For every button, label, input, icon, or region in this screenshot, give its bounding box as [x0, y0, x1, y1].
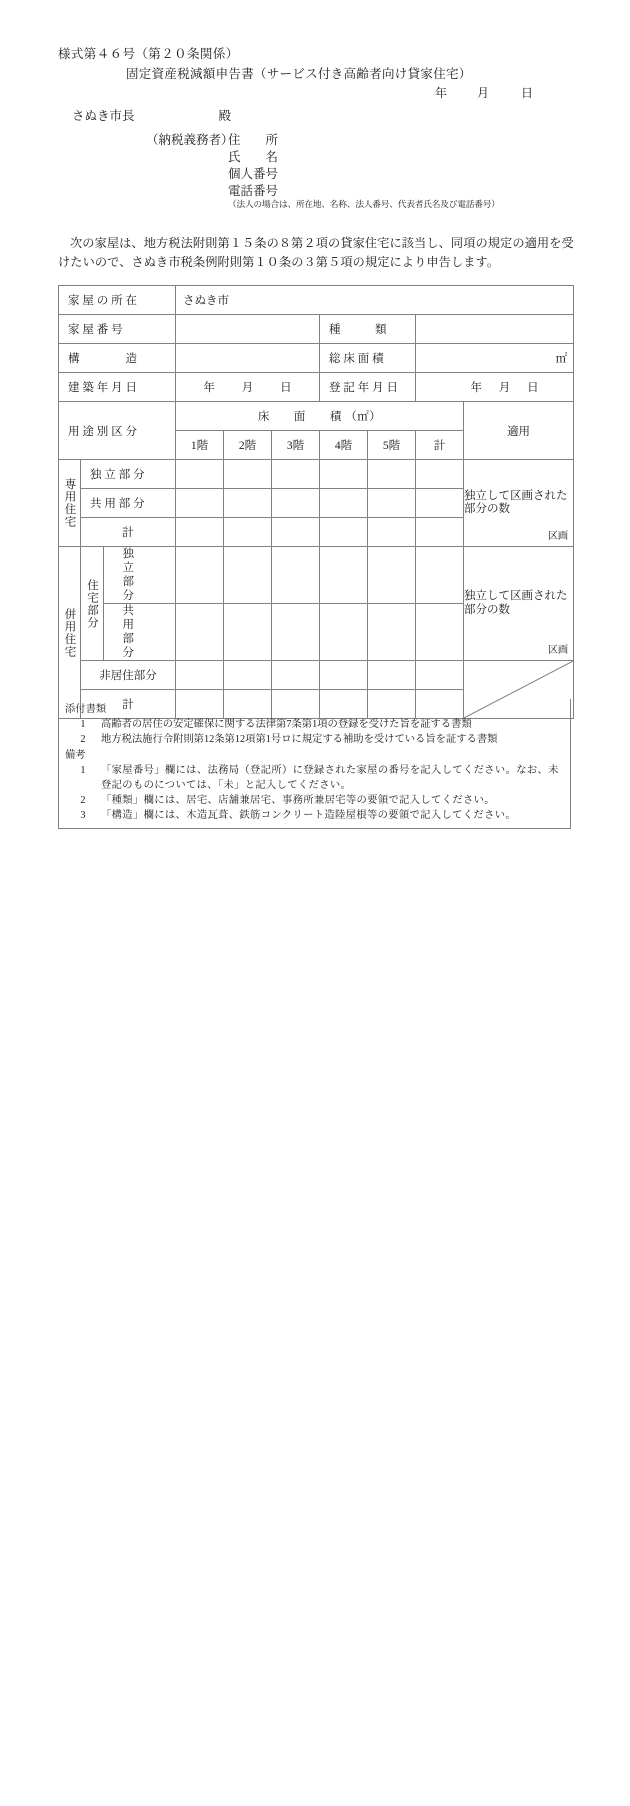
combined-res-independent-label-line1: 独 立: [122, 548, 146, 574]
table-row-combined-nonresidential: [59, 661, 574, 690]
remark-item-3-text: 「構造」欄には、木造瓦葺、鉄筋コンクリート造陸屋根等の要領で記入してください。: [101, 810, 517, 822]
total-floor-label-cell: [320, 344, 416, 373]
floor-area-unit: （㎡）: [345, 411, 382, 423]
exclusive-common-f2[interactable]: [224, 489, 272, 518]
register-date-ymd: [416, 379, 573, 395]
table-row-dates: [59, 373, 574, 402]
remark-item-1-text: 「家屋番号」欄には、法務局（登記所）に登録された家屋の番号を記入してください。なお、未登記のものについては、「未」と記入してください。: [101, 764, 559, 792]
exclusive-total-label-cell: [81, 518, 176, 547]
taxpayer-individual-number-row: [146, 164, 278, 181]
attachment-item-1-text: 高齢者の居住の安定確保に関する法律第7条第1項の登録を受けた旨を証する書類: [101, 719, 472, 731]
combined-nonres-f1[interactable]: [176, 661, 224, 690]
attachment-item-2-text: 地方税法施行令附則第12条第12項第1号ロに規定する補助を受けている旨を証する書類: [101, 734, 498, 746]
combined-res-common-label-line1: 共 用: [122, 605, 146, 631]
build-date-year: 年: [203, 382, 215, 394]
combined-total-label: 計: [122, 699, 134, 711]
exclusive-common-label: 共 用 部 分: [90, 498, 145, 510]
floor-col-total: [416, 431, 464, 460]
exclusive-independent-label: 独 立 部 分: [90, 469, 145, 481]
combined-res-common-total[interactable]: [416, 604, 464, 661]
total-floor-value-cell[interactable]: [416, 344, 574, 373]
combined-nonres-f5[interactable]: [368, 661, 416, 690]
combined-res-common-label-cell: [104, 604, 176, 661]
property-table: [58, 285, 573, 719]
combined-nonresidential-label-cell: [81, 661, 176, 690]
taxpayer-name-label: 氏 名: [228, 150, 279, 164]
location-value-cell[interactable]: [176, 286, 574, 315]
combined-res-common-f3[interactable]: [272, 604, 320, 661]
build-date-day: 日: [280, 382, 292, 394]
floor-area-header: [176, 408, 463, 424]
register-date-label-cell: [320, 373, 416, 402]
house-number-label: 家 屋 番 号: [68, 324, 123, 336]
remarks-heading: 備考: [65, 749, 86, 761]
floor-col-4: [320, 431, 368, 460]
table-row-location: [59, 286, 574, 315]
exclusive-total-f1[interactable]: [176, 518, 224, 547]
floor-col-5: [368, 431, 416, 460]
combined-res-independent-f3[interactable]: [272, 547, 320, 604]
combined-nonresidential-label: 非居住部分: [99, 670, 157, 682]
location-label: 家 屋 の 所 在: [68, 295, 137, 307]
structure-value-cell[interactable]: [176, 344, 320, 373]
floor-col-1: [176, 431, 224, 460]
location-value: さぬき市: [183, 295, 230, 307]
taxpayer-phone-row: [146, 181, 278, 198]
register-date-month: 月: [498, 382, 511, 394]
combined-res-independent-label-line2: 部 分: [122, 576, 146, 602]
combined-res-common-label-line2: 部 分: [122, 633, 146, 659]
floor-col-1-label: 1階: [190, 440, 209, 452]
exclusive-common-f5[interactable]: [368, 489, 416, 518]
remark-item-2-number: 2: [80, 795, 86, 807]
table-row-combined-res-independent: [59, 547, 574, 604]
combined-apply-cell[interactable]: [464, 547, 574, 661]
combined-apply-unit: 区画: [547, 644, 569, 656]
house-number-value-cell[interactable]: [176, 315, 320, 344]
floor-col-3-label: 3階: [286, 440, 305, 452]
combined-res-independent-label-cell: [104, 547, 176, 604]
declaration-paragraph: 次の家屋は、地方税法附則第１５条の８第２項の貸家住宅に該当し、同項の規定の適用を受けたいので、さぬき市税条例附則第１０条の３第５項の規定により申告します。: [58, 236, 574, 269]
remark-item-3-number: 3: [80, 810, 86, 822]
combined-res-independent-total[interactable]: [416, 547, 464, 604]
exclusive-total-f3[interactable]: [272, 518, 320, 547]
floor-col-2: [224, 431, 272, 460]
combined-residential-vertical-label-cell: [81, 547, 104, 661]
taxpayer-phone-label: 電話番号: [228, 184, 279, 198]
exclusive-common-f1[interactable]: [176, 489, 224, 518]
table-row-house-number: [59, 315, 574, 344]
exclusive-independent-f5[interactable]: [368, 460, 416, 489]
combined-nonres-total[interactable]: [416, 661, 464, 690]
exclusive-apply-note: 独立して区画された部分の数: [464, 489, 568, 515]
table-row-structure: [59, 344, 574, 373]
taxpayer-address-row: [146, 130, 278, 147]
exclusive-common-f4[interactable]: [320, 489, 368, 518]
structure-label: 構 造: [68, 353, 137, 365]
exclusive-common-f3[interactable]: [272, 489, 320, 518]
table-row-floor-area-header: [59, 402, 574, 431]
build-date-ymd: [176, 379, 319, 395]
floor-col-2-label: 2階: [238, 440, 257, 452]
usage-label: 用 途 別 区 分: [68, 425, 137, 438]
exclusive-vertical-label: 専用住宅: [63, 478, 76, 528]
attachment-item-2: [65, 732, 564, 747]
taxpayer-heading: （納税義務者）: [146, 133, 234, 147]
remark-item-1: [65, 763, 564, 793]
form-number: 様式第４６号（第２０条関係）: [58, 47, 239, 61]
date-line: [435, 84, 533, 101]
date-day-label: 日: [521, 86, 534, 100]
structure-label-cell: [59, 344, 176, 373]
build-date-label: 建 築 年 月 日: [68, 382, 137, 394]
exclusive-independent-label-cell: [81, 460, 176, 489]
exclusive-apply-unit: 区画: [547, 530, 569, 542]
total-floor-label: 総 床 面 積: [329, 353, 384, 365]
exclusive-independent-f3[interactable]: [272, 460, 320, 489]
floor-col-4-label: 4階: [334, 440, 353, 452]
date-month-label: 月: [477, 86, 490, 100]
register-date-label: 登 記 年 月 日: [329, 382, 399, 394]
combined-res-independent-f5[interactable]: [368, 547, 416, 604]
exclusive-independent-f2[interactable]: [224, 460, 272, 489]
register-date-value-cell[interactable]: [416, 373, 574, 402]
remark-item-3: [65, 808, 564, 823]
attachment-item-2-number: 2: [80, 734, 86, 746]
taxpayer-individual-number-label: 個人番号: [228, 167, 279, 181]
taxpayer-block: [146, 130, 500, 209]
table-row-exclusive-independent: [59, 460, 574, 489]
addressee-line: [72, 106, 231, 124]
kind-label: 種 類: [329, 324, 387, 336]
combined-vertical-label-cell: [59, 547, 81, 719]
combined-res-common-label: [104, 604, 175, 660]
build-date-label-cell: [59, 373, 176, 402]
exclusive-apply-cell[interactable]: [464, 460, 574, 547]
combined-res-independent-f1[interactable]: [176, 547, 224, 604]
floor-col-5-label: 5階: [382, 440, 401, 452]
combined-nonres-f3[interactable]: [272, 661, 320, 690]
combined-res-independent-f2[interactable]: [224, 547, 272, 604]
combined-res-common-f5[interactable]: [368, 604, 416, 661]
addressee-name: さぬき市長: [72, 109, 135, 123]
floor-area-header-text: 床 面 積: [257, 411, 342, 423]
remark-item-1-number: 1: [80, 764, 86, 776]
floor-col-total-label: 計: [433, 440, 446, 452]
total-floor-unit: ㎡: [555, 353, 568, 365]
remark-item-2-text: 「種類」欄には、居宅、店舗兼居宅、事務所兼居宅等の要領で記入してください。: [101, 795, 495, 807]
combined-nonres-f4[interactable]: [320, 661, 368, 690]
exclusive-total-sum[interactable]: [416, 518, 464, 547]
build-date-month: 月: [241, 382, 254, 394]
combined-residential-vertical-label: 住宅部分: [86, 578, 98, 629]
addressee-honorific: 殿: [218, 109, 232, 123]
attachment-item-1: [65, 717, 564, 732]
apply-column-header-cell: [464, 402, 574, 460]
location-label-cell: [59, 286, 176, 315]
kind-value-cell[interactable]: [416, 315, 574, 344]
combined-res-common-f4[interactable]: [320, 604, 368, 661]
combined-nonres-f2[interactable]: [224, 661, 272, 690]
build-date-value-cell[interactable]: [176, 373, 320, 402]
attachment-item-1-number: 1: [80, 719, 86, 731]
combined-res-common-f2[interactable]: [224, 604, 272, 661]
exclusive-total-label: 計: [122, 527, 134, 539]
exclusive-vertical-label-cell: [59, 460, 81, 547]
attachments-heading: 添付書類: [65, 704, 107, 715]
floor-col-3: [272, 431, 320, 460]
combined-res-independent-label: [104, 547, 175, 603]
kind-label-cell: [320, 315, 416, 344]
combined-vertical-label: 併用住宅: [63, 607, 76, 658]
exclusive-total-f2[interactable]: [224, 518, 272, 547]
date-year-label: 年: [435, 86, 448, 100]
exclusive-common-label-cell: [81, 489, 176, 518]
apply-column-header: 適用: [507, 425, 531, 438]
register-date-day: 日: [527, 382, 539, 394]
taxpayer-address-label: 住 所: [228, 133, 279, 147]
exclusive-total-f4[interactable]: [320, 518, 368, 547]
exclusive-total-f5[interactable]: [368, 518, 416, 547]
form-title: 固定資産税減額申告書（サービス付き高齢者向け貸家住宅）: [126, 67, 472, 81]
notes-section: [58, 699, 571, 829]
remark-item-2: [65, 793, 564, 808]
exclusive-independent-f4[interactable]: [320, 460, 368, 489]
usage-label-cell: [59, 402, 176, 460]
house-number-label-cell: [59, 315, 176, 344]
taxpayer-name-row: [146, 147, 278, 164]
floor-area-header-cell: [176, 402, 464, 431]
register-date-year: 年: [470, 382, 482, 394]
exclusive-independent-total[interactable]: [416, 460, 464, 489]
exclusive-independent-f1[interactable]: [176, 460, 224, 489]
combined-res-independent-f4[interactable]: [320, 547, 368, 604]
combined-apply-note: 独立して区画された部分の数: [464, 590, 568, 616]
combined-res-common-f1[interactable]: [176, 604, 224, 661]
corporate-note: （法人の場合は、所在地、名称、法人番号、代表者氏名及び電話番号）: [228, 199, 500, 209]
exclusive-common-total[interactable]: [416, 489, 464, 518]
